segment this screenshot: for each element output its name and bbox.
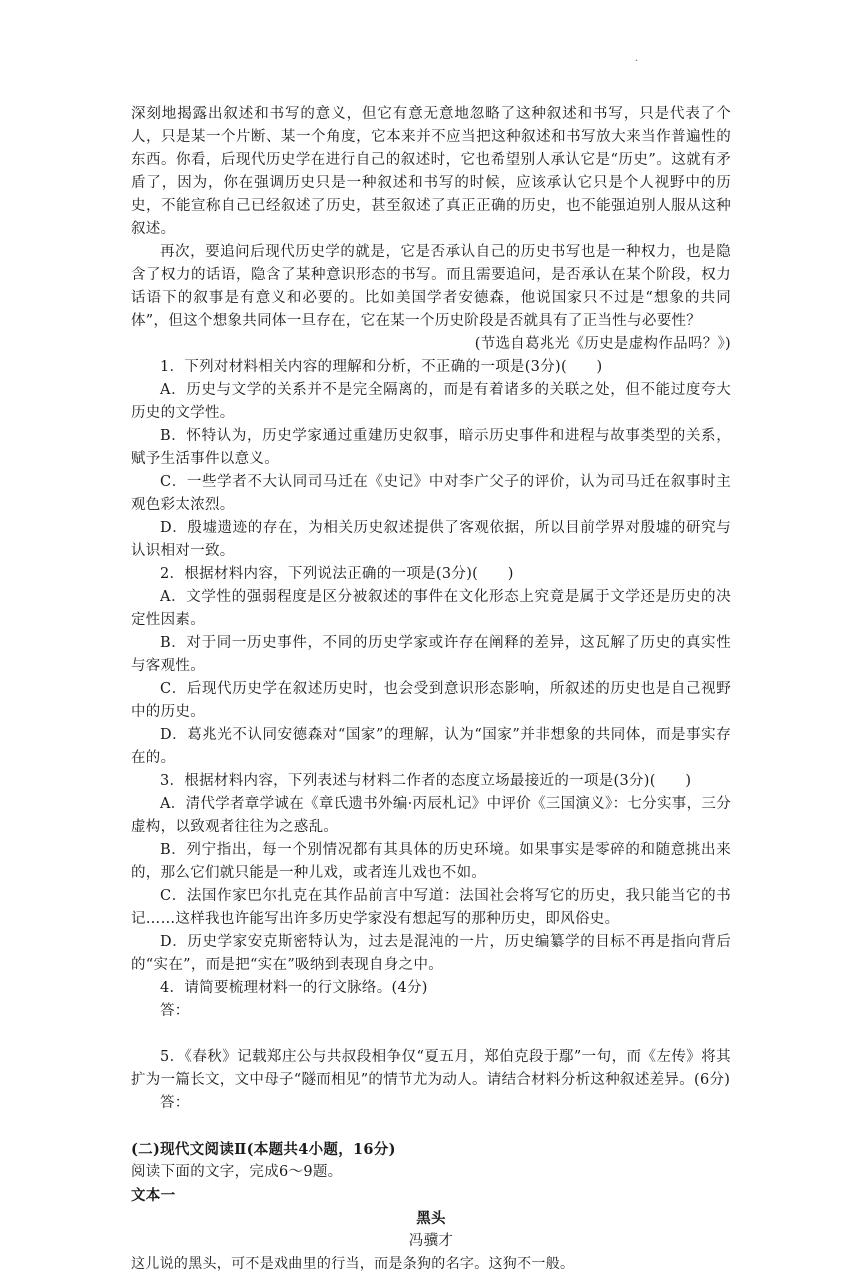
option-c: C．法国作家巴尔扎克在其作品前言中写道：法国社会将写它的历史，我只能当它的书记……这样我也许能写出许多历史学家没有想起写的那种历史，即风俗史。: [131, 888, 731, 927]
option-a: A．清代学者章学诚在《章氏遗书外编·丙辰札记》中评价《三国演义》：七分实事，三分虚构，以致观者往往为之惑乱。: [131, 796, 731, 835]
question-1: [131, 356, 731, 563]
answer-space[interactable]: [131, 1115, 731, 1138]
option-a: A．历史与文学的关系并不是完全隔离的，而是有着诸多的关联之处，但不能过度夸大历史的文学性。: [131, 382, 731, 421]
option-c: C．后现代历史学在叙述历史时，也会受到意识形态影响，所叙述的历史也是自己视野中的历史。: [131, 681, 731, 720]
story-first-line: 这儿说的黑头，可不是戏曲里的行当，而是条狗的名字。这狗不一般。: [131, 1256, 575, 1272]
passage-source: (节选自葛兆光《历史是虚构作品吗？》): [474, 336, 731, 352]
section-heading: (二)现代文阅读Ⅱ(本题共4小题，16分): [131, 1141, 396, 1158]
question-stem: 4．请简要梳理材料一的行文脉络。(4分): [160, 980, 428, 996]
option-c: C．一些学者不大认同司马迁在《史记》中对李广父子的评价，认为司马迁在叙事时主观色彩太浓烈。: [131, 474, 731, 513]
question-4: [131, 977, 731, 1023]
question-3: [131, 770, 731, 977]
section-two: [131, 1138, 731, 1276]
question-stem: 5．《春秋》记载郑庄公与共叔段相争仅“夏五月，郑伯克段于鄢”一句，而《左传》将其扩为一篇长文，文中母子“隧而相见”的情节尤为动人。请结合材料分析这种叙述差异。(6分): [131, 1049, 731, 1088]
option-b: B．对于同一历史事件，不同的历史学家或许存在阐释的差异，这瓦解了历史的真实性与客观性。: [131, 635, 731, 674]
answer-label: 答：: [160, 1095, 190, 1111]
text-label: 文本一: [131, 1187, 176, 1204]
page-mark: ·: [635, 56, 639, 67]
option-d: D．殷墟遗迹的存在，为相关历史叙述提供了客观依据，所以目前学界对殷墟的研究与认识相对一致。: [131, 520, 731, 559]
answer-label: 答：: [160, 1003, 190, 1019]
question-stem: 3．根据材料内容，下列表述与材料二作者的态度立场最接近的一项是(3分)( ): [160, 773, 692, 789]
option-a: A．文学性的强弱程度是区分被叙述的事件在文化形态上究竟是属于文学还是历史的决定性因素。: [131, 589, 731, 628]
story-author: 冯骥才: [408, 1233, 454, 1249]
story-title: 黑头: [416, 1210, 446, 1227]
passage-paragraph: 深刻地揭露出叙述和书写的意义，但它有意无意地忽略了这种叙述和书写，只是代表了个人，只是某一个片断、某一个角度，它本来并不应当把这种叙述和书写放大来当作普遍性的东西。你看，后现代历史学在进行自己的叙述时，它也希望别人承认它是“历史”。这就有矛盾了，因为，你在强调历史只是一种叙述和书写的时候，应该承认它只是个人视野中的历史，不能宣称自己已经叙述了历史，甚至叙述了真正正确的历史，也不能强迫别人服从这种叙述。: [131, 106, 731, 237]
question-2: [131, 563, 731, 770]
option-d: D．历史学家安克斯密特认为，过去是混沌的一片，历史编纂学的目标不再是指向背后的“实在”，而是把“实在”吸纳到表现自身之中。: [131, 934, 731, 973]
question-stem: 2．根据材料内容，下列说法正确的一项是(3分)( ): [160, 566, 514, 582]
section-instruction: 阅读下面的文字，完成6～9题。: [131, 1164, 343, 1180]
passage-one: [131, 103, 731, 1276]
option-b: B．列宁指出，每一个别情况都有其具体的历史环境。如果事实是零碎的和随意挑出来的，那么它们就只能是一种儿戏，或者连儿戏也不如。: [131, 842, 731, 881]
answer-space[interactable]: [131, 1023, 731, 1046]
option-b: B．怀特认为，历史学家通过重建历史叙事，暗示历史事件和进程与故事类型的关系，赋予生活事件以意义。: [131, 428, 731, 467]
option-d: D．葛兆光不认同安德森对“国家”的理解，认为“国家”并非想象的共同体，而是事实存在的。: [131, 727, 731, 766]
question-stem: 1．下列对材料相关内容的理解和分析，不正确的一项是(3分)( ): [160, 359, 603, 375]
passage-paragraph: 再次，要追问后现代历史学的就是，它是否承认自己的历史书写也是一种权力，也是隐含了权力的话语，隐含了某种意识形态的书写。而且需要追问，是否承认在某个阶段，权力话语下的叙事是有意义和必要的。比如美国学者安德森，他说国家只不过是“想象的共同体”，但这个想象共同体一旦存在，它在某一个历史阶段是否就具有了正当性与必要性？: [131, 244, 731, 329]
question-5: [131, 1046, 731, 1115]
